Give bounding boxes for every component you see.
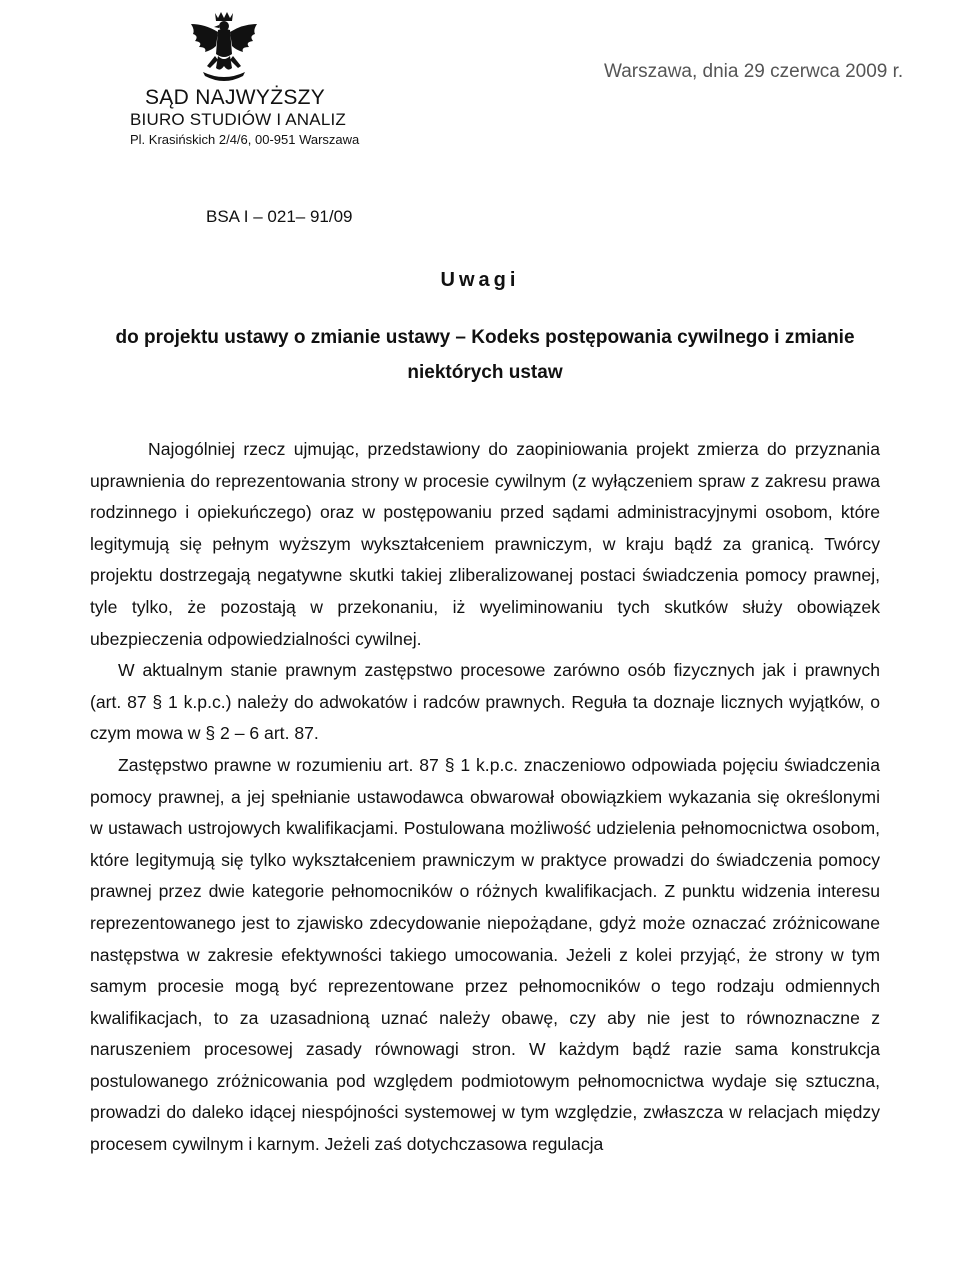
institution-address: Pl. Krasińskich 2/4/6, 00-951 Warszawa [130, 132, 360, 147]
institution-name: SĄD NAJWYŻSZY [145, 86, 326, 109]
document-body [90, 434, 880, 1161]
body-paragraph: Najogólniej rzecz ujmując, przedstawiony do zaopiniowania projekt zmierza do przyznania uprawnienia do reprezentowania strony w procesie cywilnym (z wyłączeniem spraw z zakresu prawa rodzinnego i opiekuńczego) oraz w postępowaniu przed sądami administracyjnymi osobom, które legitymują się pełnym wyższym wykształceniem prawniczym, w kraju bądź za granicą. Twórcy projektu dostrzegają negatywne skutki takiej zliberalizowanej postaci świadczenia pomocy prawnej, tyle tylko, że pozostają w przekonaniu, iż wyeliminowaniu tych skutków służy obowiązek ubezpieczenia odpowiedzialności cywilnej. [90, 439, 880, 649]
document-subtitle: do projektu ustawy o zmianie ustawy – Kodeks postępowania cywilnego i zmianie niektórych ustaw [115, 327, 855, 383]
document-title: Uwagi [440, 269, 520, 291]
department-name: BIURO STUDIÓW I ANALIZ [130, 110, 346, 129]
polish-eagle-emblem-icon [185, 10, 263, 84]
reference-number: BSA I – 021– 91/09 [206, 207, 353, 226]
body-paragraph: Zastępstwo prawne w rozumieniu art. 87 § 1 k.p.c. znaczeniowo odpowiada pojęciu świadczenia pomocy prawnej, a jej spełnianie ustawodawca obwarował obowiązkiem wykazania się określonymi w ustawach ustrojowych kwalifikacjami. Postulowana możliwość udzielenia pełnomocnictwa osobom, które legitymują się tylko wykształceniem prawniczym w praktyce prowadzi do świadczenia pomocy prawnej przez dwie kategorie pełnomocników o różnych kwalifikacjach. Z punktu widzenia interesu reprezentowanego jest to zjawisko zdecydowanie niepożądane, gdyż może oznaczać zróżnicowane następstwa w zakresie efektywności takiego umocowania. Jeżeli z kolei przyjąć, że strony w tym samym procesie mogą być reprezentowane przez pełnomocników o tego rodzaju odmiennych kwalifikacjach, to za uzasadnioną uznać należy obawę, czy aby nie jest to równoznaczne z naruszeniem procesowej zasady równowagi stron. W każdym bądź razie sama konstrukcja postulowanego zróżnicowania pod względem podmiotowym pełnomocnictwa wydaje się sztuczna, prowadzi do daleko idącej niespójności systemowej w tym względzie, zwłaszcza w relacjach między procesem cywilnym i karnym. Jeżeli zaś dotychczasowa regulacja [90, 754, 880, 1155]
place-and-date: Warszawa, dnia 29 czerwca 2009 r. [604, 61, 904, 82]
body-paragraph: W aktualnym stanie prawnym zastępstwo procesowe zarówno osób fizycznych jak i prawnych (art. 87 § 1 k.p.c.) należy do adwokatów i radców prawnych. Reguła ta doznaje licznych wyjątków, o czym mowa w § 2 – 6 art. 87. [90, 660, 880, 744]
